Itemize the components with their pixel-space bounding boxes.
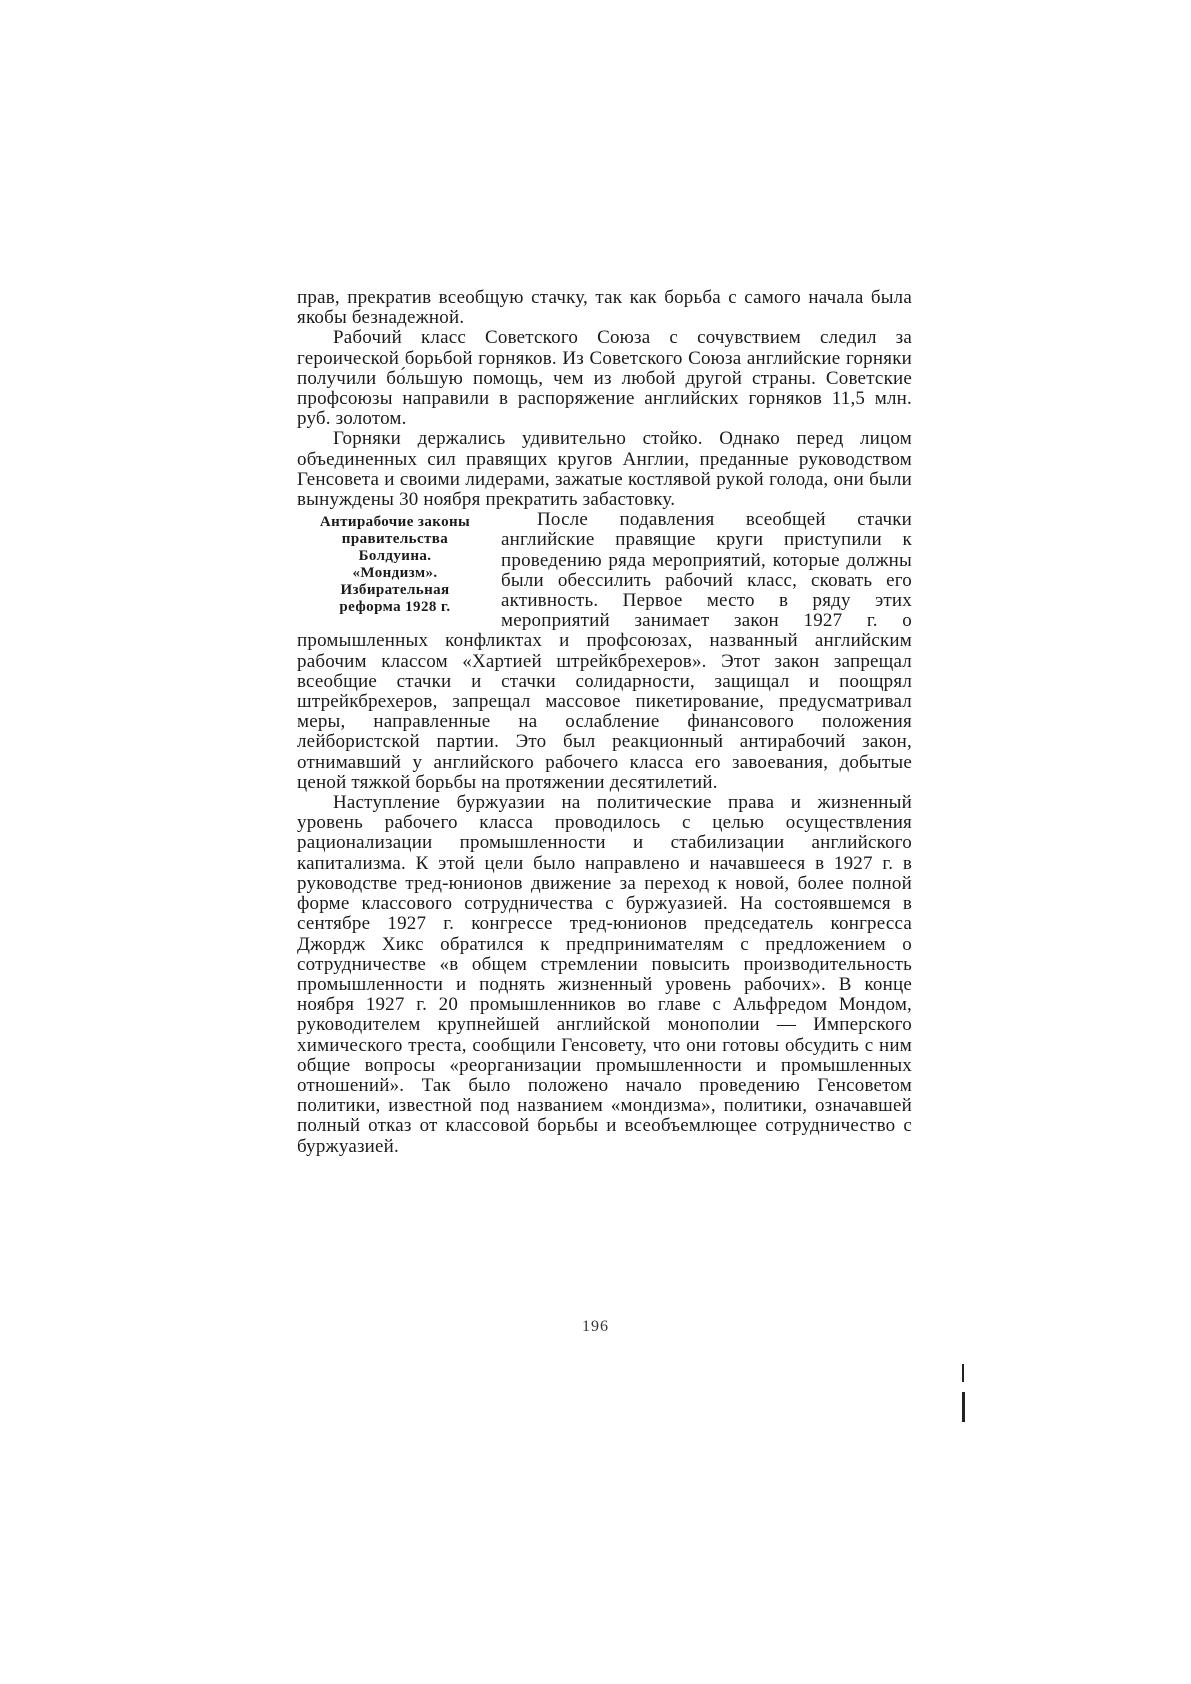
scan-mark xyxy=(962,1392,965,1422)
paragraph-soviet-support: Рабочий класс Советского Союза с сочувствием следил за героической борьбой горняков. Из Советского Союза английские горняки получили бо́льшую помощь, чем из любой другой страны. Советские профсоюзы направили в распоряжение английских горняков 11,5 млн. руб. золотом. xyxy=(297,327,912,430)
body-text xyxy=(297,288,912,1157)
margin-heading-line: «Мондизм». xyxy=(352,565,438,582)
margin-heading-line: Антирабочие законы xyxy=(319,514,471,531)
paragraph-mondism: Наступление буржуазии на политические права и жизненный уровень рабочего класса проводилось с целью осуществления рационализации промышленности и стабилизации английского капитализма. К этой цели было направлено и начавшееся в 1927 г. в руководстве тред-юнионов движение за переход к новой, более полной форме классового сотрудничества с буржуазией. На состоявшемся в сентябре 1927 г. конгрессе тред-юнионов председатель конгресса Джордж Хикс обратился к предпринимателям с предложением о сотрудничестве «в общем стремлении повысить производительность промышленности и поднять жизненный уровень рабочих». В конце ноября 1927 г. 20 промышленников во главе с Альфредом Мондом, руководителем крупнейшей английской монополии — Имперского химического треста, сообщили Генсовету, что они готовы обсудить с ним общие вопросы «реорганизации промышленности и промышленных отношений». Так было положено начало проведению Генсоветом политики, известной под названием «мондизма», политики, означавшей полный отказ от классовой борьбы и всеобъемлющее сотрудничество с буржуазией. xyxy=(297,792,912,1157)
scan-mark xyxy=(962,1364,964,1382)
margin-heading xyxy=(297,514,493,616)
paragraph-antilabour-law: После подавления всеобщей стачки английские правящие круги приступили к проведению ряда мероприятий, которые должны были обессилить рабочий класс, сковать его активность. Первое место в ряду этих мероприятий занимает закон 1927 г. о промышленных конфликтах и профсоюзах, названный английским рабочим классом «Хартией штрейкбрехеров». Этот закон запрещал всеобщие стачки и стачки солидарности, защищал и поощрял штрейкбрехеров, запрещал массовое пикетирование, предусматривал меры, направленные на ослабление финансового положения лейбористской партии. Это был реакционный антирабочий закон, отнимавший у английского рабочего класса его завоевания, добытые ценой тяжкой борьбы на протяжении десятилетий. xyxy=(297,509,912,793)
margin-heading-line: реформа 1928 г. xyxy=(339,599,451,616)
paragraph-miners-strike: Горняки держались удивительно стойко. Однако перед лицом объединенных сил правящих кругов Англии, преданные руководством Генсовета и своими лидерами, зажатые костлявой рукой голода, они были вынуждены 30 ноября прекратить забастовку. xyxy=(297,428,912,511)
margin-heading-line: правительства xyxy=(341,531,449,548)
margin-heading-line: Избирательная xyxy=(340,582,450,599)
page-number: 196 xyxy=(582,1318,609,1335)
paragraph-continued: прав, прекратив всеобщую стачку, так как борьба с самого начала была якобы безнадежной. xyxy=(297,287,912,329)
margin-heading-line: Болдуина. xyxy=(358,548,432,565)
